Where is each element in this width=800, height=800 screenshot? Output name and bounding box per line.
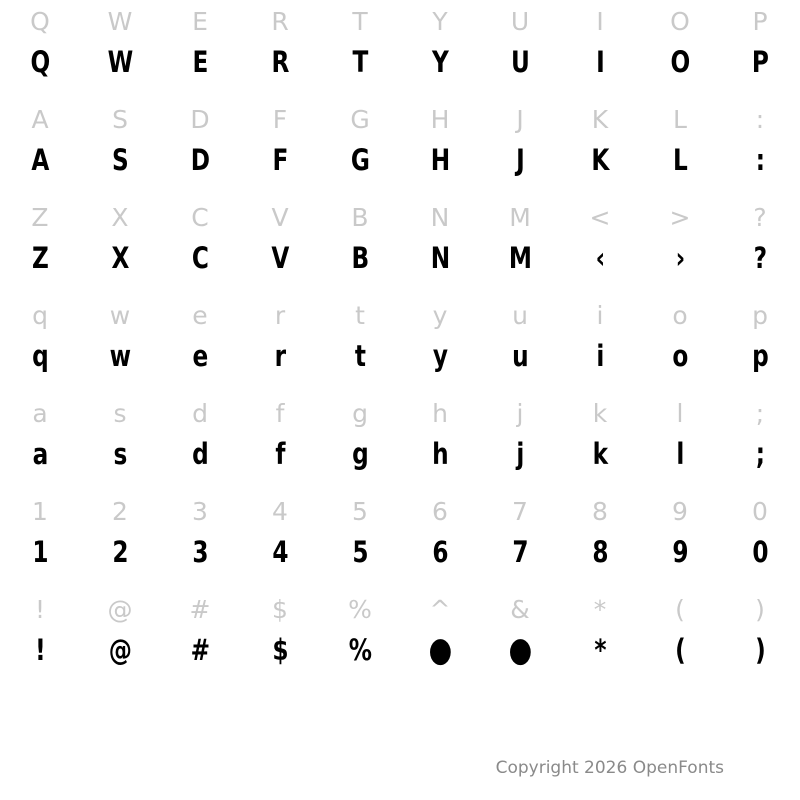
reference-character: ! [34, 595, 46, 624]
glyph-cell [560, 392, 640, 490]
reference-character: q [32, 301, 48, 330]
font-glyph: * [594, 633, 606, 667]
font-glyph: r [274, 339, 286, 373]
reference-character: > [669, 203, 691, 232]
font-glyph: ! [35, 633, 45, 667]
glyph-cell [160, 490, 240, 588]
font-glyph: M [508, 241, 532, 275]
copyright-notice: Copyright 2026 OpenFonts [495, 758, 724, 778]
font-glyph: 0 [752, 535, 768, 569]
glyph-cell [0, 588, 80, 686]
reference-character: ( [675, 595, 685, 624]
glyph-cell [560, 98, 640, 196]
glyph-cell [320, 98, 400, 196]
reference-character: L [673, 105, 687, 134]
font-glyph: : [755, 143, 765, 177]
font-glyph: T [352, 45, 368, 79]
reference-character: * [593, 595, 607, 624]
font-glyph: 8 [592, 535, 608, 569]
glyph-cell [640, 0, 720, 98]
font-glyph: h [432, 437, 448, 471]
glyph-cell [560, 0, 640, 98]
font-glyph: # [190, 633, 210, 667]
glyph-cell [480, 490, 560, 588]
font-glyph: a [32, 437, 48, 471]
reference-character: 8 [592, 497, 608, 526]
reference-character: I [596, 7, 604, 36]
reference-character: 0 [752, 497, 768, 526]
glyph-cell [400, 196, 480, 294]
font-glyph: C [191, 241, 209, 275]
reference-character: 1 [32, 497, 48, 526]
font-glyph: e [192, 339, 208, 373]
reference-character: M [509, 203, 531, 232]
font-glyph: t [354, 339, 366, 373]
font-glyph: N [430, 241, 450, 275]
glyph-cell [400, 588, 480, 686]
font-glyph: B [351, 241, 369, 275]
reference-character: Y [432, 7, 448, 36]
font-glyph: 3 [192, 535, 208, 569]
reference-character: Z [31, 203, 49, 232]
font-glyph: s [113, 437, 127, 471]
reference-character: 4 [272, 497, 288, 526]
glyph-cell [320, 0, 400, 98]
glyph-cell [640, 98, 720, 196]
font-glyph: A [31, 143, 49, 177]
glyph-cell [160, 294, 240, 392]
glyph-cell [640, 294, 720, 392]
font-glyph: y [432, 339, 448, 373]
font-glyph: 1 [32, 535, 48, 569]
reference-character: G [350, 105, 370, 134]
glyph-cell [160, 392, 240, 490]
font-glyph: 7 [512, 535, 528, 569]
reference-character: w [109, 301, 131, 330]
reference-character: T [352, 7, 368, 36]
glyph-cell [720, 588, 800, 686]
reference-character: y [432, 301, 448, 330]
glyph-cell [160, 588, 240, 686]
glyph-cell [400, 98, 480, 196]
reference-character: D [190, 105, 210, 134]
reference-character: 5 [352, 497, 368, 526]
reference-character: O [670, 7, 690, 36]
font-glyph: V [271, 241, 289, 275]
glyph-cell [0, 490, 80, 588]
glyph-cell [80, 196, 160, 294]
reference-character: ; [755, 399, 765, 428]
reference-character: H [430, 105, 450, 134]
glyph-cell [640, 490, 720, 588]
reference-character: @ [107, 595, 133, 624]
reference-character: t [355, 301, 365, 330]
reference-character: # [189, 595, 211, 624]
glyph-cell [560, 588, 640, 686]
font-glyph: D [190, 143, 210, 177]
reference-character: ? [753, 203, 767, 232]
reference-character: k [592, 399, 608, 428]
glyph-cell [240, 0, 320, 98]
reference-character: r [274, 301, 286, 330]
glyph-cell [480, 588, 560, 686]
reference-character: C [191, 203, 209, 232]
font-glyph: ( [675, 633, 685, 667]
reference-character: d [192, 399, 208, 428]
reference-character: i [596, 301, 604, 330]
font-glyph: ● [428, 630, 452, 670]
font-glyph: 2 [112, 535, 128, 569]
glyph-cell [480, 196, 560, 294]
reference-character: ^ [429, 595, 451, 624]
font-glyph: j [516, 437, 524, 471]
glyph-cell [640, 196, 720, 294]
reference-character: u [512, 301, 528, 330]
glyph-cell [480, 0, 560, 98]
reference-character: Q [30, 7, 50, 36]
reference-character: 2 [112, 497, 128, 526]
font-glyph: Q [30, 45, 50, 79]
glyph-cell [0, 392, 80, 490]
font-glyph: 4 [272, 535, 288, 569]
glyph-cell [240, 294, 320, 392]
reference-character: p [752, 301, 768, 330]
reference-character: F [272, 105, 288, 134]
glyph-cell [480, 294, 560, 392]
font-glyph: 9 [672, 535, 688, 569]
glyph-cell [400, 0, 480, 98]
font-glyph: d [192, 437, 208, 471]
glyph-cell [640, 588, 720, 686]
font-glyph: i [596, 339, 604, 373]
font-glyph: U [510, 45, 530, 79]
font-glyph: f [275, 437, 285, 471]
glyph-cell [240, 196, 320, 294]
font-glyph: l [676, 437, 684, 471]
reference-character: P [752, 7, 768, 36]
reference-character: ) [755, 595, 765, 624]
reference-character: 3 [192, 497, 208, 526]
glyph-cell [720, 0, 800, 98]
font-glyph: ‹ [595, 241, 605, 275]
font-glyph: ) [755, 633, 765, 667]
reference-character: f [275, 399, 285, 428]
glyph-cell [480, 392, 560, 490]
glyph-cell [320, 490, 400, 588]
reference-character: % [348, 595, 372, 624]
font-glyph: S [112, 143, 128, 177]
glyph-cell [160, 196, 240, 294]
glyph-cell [640, 392, 720, 490]
reference-character: 7 [512, 497, 528, 526]
glyph-cell [80, 392, 160, 490]
font-glyph: p [752, 339, 768, 373]
glyph-cell [720, 392, 800, 490]
font-glyph: @ [108, 633, 132, 667]
glyph-cell [240, 588, 320, 686]
glyph-cell [240, 490, 320, 588]
font-glyph: J [516, 143, 524, 177]
glyph-cell [80, 490, 160, 588]
font-glyph: › [675, 241, 685, 275]
glyph-cell [160, 98, 240, 196]
reference-character: a [32, 399, 48, 428]
reference-character: o [672, 301, 688, 330]
font-glyph: 5 [352, 535, 368, 569]
reference-character: j [516, 399, 524, 428]
reference-character: $ [272, 595, 288, 624]
reference-character: N [430, 203, 450, 232]
font-glyph: W [107, 45, 133, 79]
font-glyph: k [592, 437, 608, 471]
glyph-cell [320, 196, 400, 294]
font-glyph: H [430, 143, 450, 177]
font-glyph: Y [432, 45, 448, 79]
glyph-cell [320, 294, 400, 392]
glyph-cell [720, 490, 800, 588]
glyph-cell [0, 98, 80, 196]
font-glyph: Z [31, 241, 49, 275]
glyph-cell [720, 196, 800, 294]
reference-character: g [352, 399, 368, 428]
glyph-cell [400, 490, 480, 588]
glyph-cell [400, 392, 480, 490]
reference-character: & [510, 595, 530, 624]
glyph-cell [240, 98, 320, 196]
font-glyph: 6 [432, 535, 448, 569]
reference-character: s [113, 399, 127, 428]
reference-character: J [516, 105, 524, 134]
reference-character: < [589, 203, 611, 232]
glyph-cell [720, 294, 800, 392]
glyph-cell [320, 588, 400, 686]
font-glyph: ? [753, 241, 767, 275]
reference-character: E [192, 7, 208, 36]
font-glyph: ● [508, 630, 532, 670]
glyph-cell [80, 294, 160, 392]
font-glyph: E [192, 45, 208, 79]
reference-character: : [755, 105, 765, 134]
font-glyph: % [348, 633, 372, 667]
font-glyph: K [591, 143, 609, 177]
glyph-cell [160, 0, 240, 98]
reference-character: l [676, 399, 684, 428]
font-glyph: w [109, 339, 131, 373]
glyph-cell [720, 98, 800, 196]
reference-character: K [591, 105, 609, 134]
reference-character: S [112, 105, 128, 134]
reference-character: h [432, 399, 448, 428]
font-glyph: q [32, 339, 48, 373]
glyph-cell [560, 490, 640, 588]
reference-character: R [271, 7, 289, 36]
reference-character: B [351, 203, 369, 232]
font-glyph: u [512, 339, 528, 373]
glyph-cell [80, 588, 160, 686]
font-glyph: ; [755, 437, 765, 471]
font-glyph: X [111, 241, 129, 275]
font-glyph: G [350, 143, 370, 177]
glyph-cell [320, 392, 400, 490]
reference-character: e [192, 301, 208, 330]
reference-character: V [271, 203, 289, 232]
glyph-cell [480, 98, 560, 196]
glyph-cell [560, 294, 640, 392]
glyph-cell [80, 98, 160, 196]
reference-character: X [111, 203, 129, 232]
reference-character: A [31, 105, 49, 134]
reference-character: W [107, 7, 133, 36]
glyph-cell [0, 294, 80, 392]
font-glyph: R [271, 45, 289, 79]
glyph-cell [560, 196, 640, 294]
glyph-cell [80, 0, 160, 98]
font-glyph: I [596, 45, 604, 79]
font-glyph: F [272, 143, 288, 177]
font-glyph: L [673, 143, 687, 177]
font-glyph: o [672, 339, 688, 373]
font-glyph: g [352, 437, 368, 471]
glyph-cell [400, 294, 480, 392]
reference-character: 9 [672, 497, 688, 526]
font-glyph: O [670, 45, 690, 79]
reference-character: 6 [432, 497, 448, 526]
glyph-cell [0, 196, 80, 294]
font-glyph: P [751, 45, 769, 79]
reference-character: U [510, 7, 530, 36]
font-glyph: $ [272, 633, 288, 667]
glyph-cell [0, 0, 80, 98]
glyph-cell [240, 392, 320, 490]
